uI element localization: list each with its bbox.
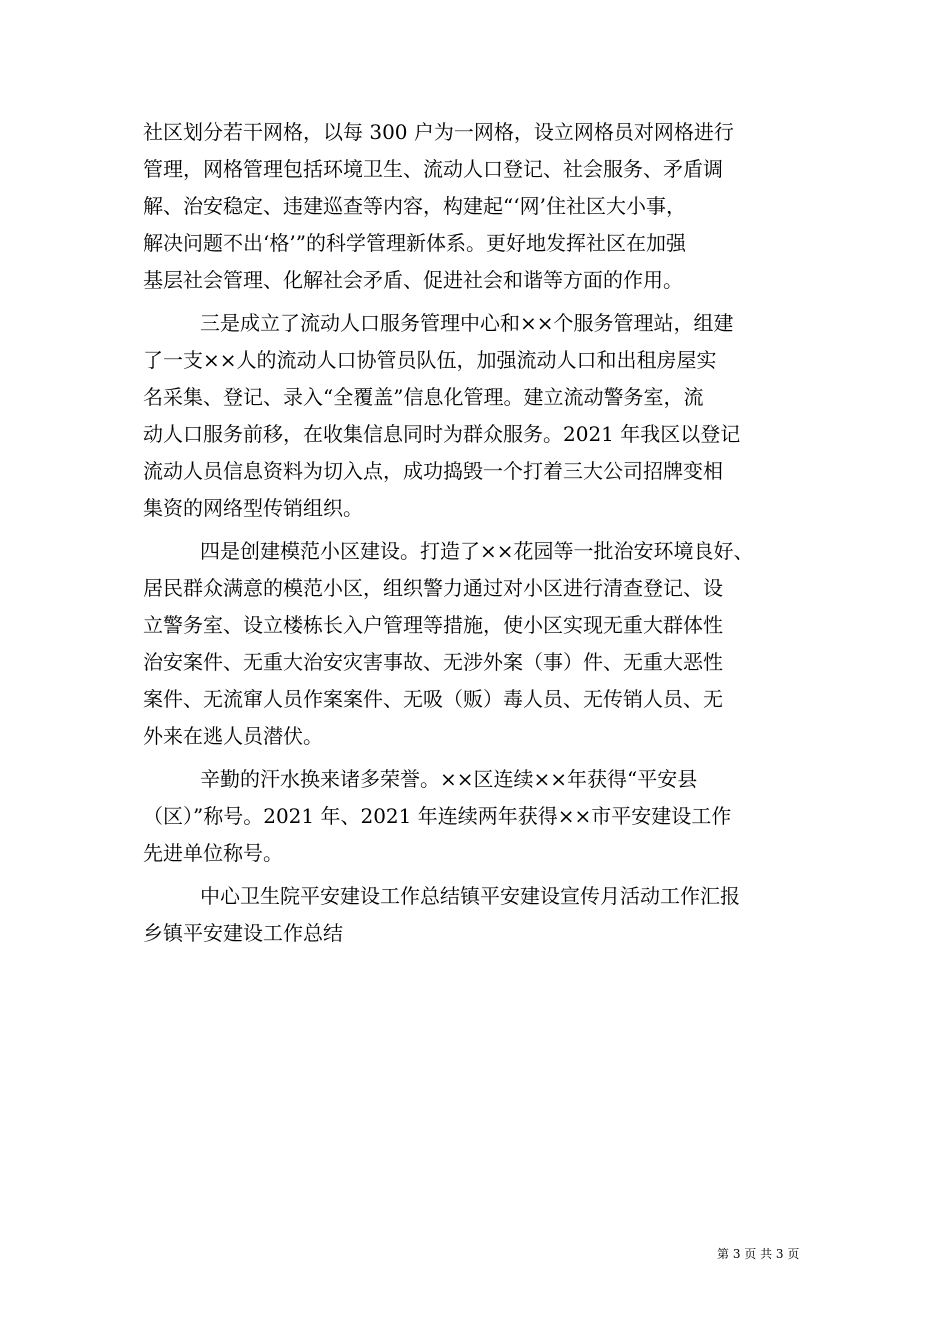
text-line: 社区划分若干网格，以每 300 户为一网格，设立网格员对网格进行 [143, 120, 734, 144]
text-line: 名采集、登记、录入“全覆盖”信息化管理。建立流动警务室，流 [143, 385, 704, 409]
text-line: 立警务室、设立楼栋长入户管理等措施，使小区实现无重大群体性 [143, 613, 723, 637]
text-line: 居民群众满意的模范小区，组织警力通过对小区进行清查登记、设 [143, 576, 723, 600]
paragraph-grid-management [143, 114, 809, 299]
document-body [143, 114, 809, 952]
page-number: 第 3 页 共 3 页 [717, 1247, 800, 1261]
text-line: 三是成立了流动人口服务管理中心和××个服务管理站，组建 [200, 311, 734, 335]
paragraph-floating-population [143, 305, 809, 527]
related-article-link[interactable]: 中心卫生院平安建设工作总结镇平安建设宣传月活动工作汇报 [200, 884, 740, 908]
text-line: （区）”称号。2021 年、2021 年连续两年获得××市平安建设工作 [143, 804, 732, 828]
text-line: 四是创建模范小区建设。打造了××花园等一批治安环境良好、 [200, 539, 754, 563]
text-line: 解决问题不出‘格’”的科学管理新体系。更好地发挥社区在加强 [143, 231, 686, 255]
text-line: 外来在逃人员潜伏。 [143, 724, 323, 748]
related-article-link[interactable]: 乡镇平安建设工作总结 [143, 921, 343, 945]
text-line: 了一支××人的流动人口协管员队伍，加强流动人口和出租房屋实 [143, 348, 717, 372]
text-line: 集资的网络型传销组织。 [143, 496, 363, 520]
paragraph-honors [143, 761, 809, 872]
text-line: 动人口服务前移，在收集信息同时为群众服务。2021 年我区以登记 [143, 422, 741, 446]
text-line: 先进单位称号。 [143, 841, 283, 865]
text-line: 辛勤的汗水换来诸多荣誉。××区连续××年获得“平安县 [200, 767, 698, 791]
text-line: 案件、无流窜人员作案案件、无吸（贩）毒人员、无传销人员、无 [143, 687, 723, 711]
text-line: 解、治安稳定、违建巡查等内容，构建起“‘网’住社区大小事， [143, 194, 686, 218]
text-line: 流动人员信息资料为切入点，成功捣毁一个打着三大公司招牌变相 [143, 459, 723, 483]
text-line: 管理，网格管理包括环境卫生、流动人口登记、社会服务、矛盾调 [143, 157, 723, 181]
text-line: 治安案件、无重大治安灾害事故、无涉外案（事）件、无重大恶性 [143, 650, 723, 674]
related-articles [143, 878, 809, 952]
paragraph-model-community [143, 533, 809, 755]
text-line: 基层社会管理、化解社会矛盾、促进社会和谐等方面的作用。 [143, 268, 683, 292]
